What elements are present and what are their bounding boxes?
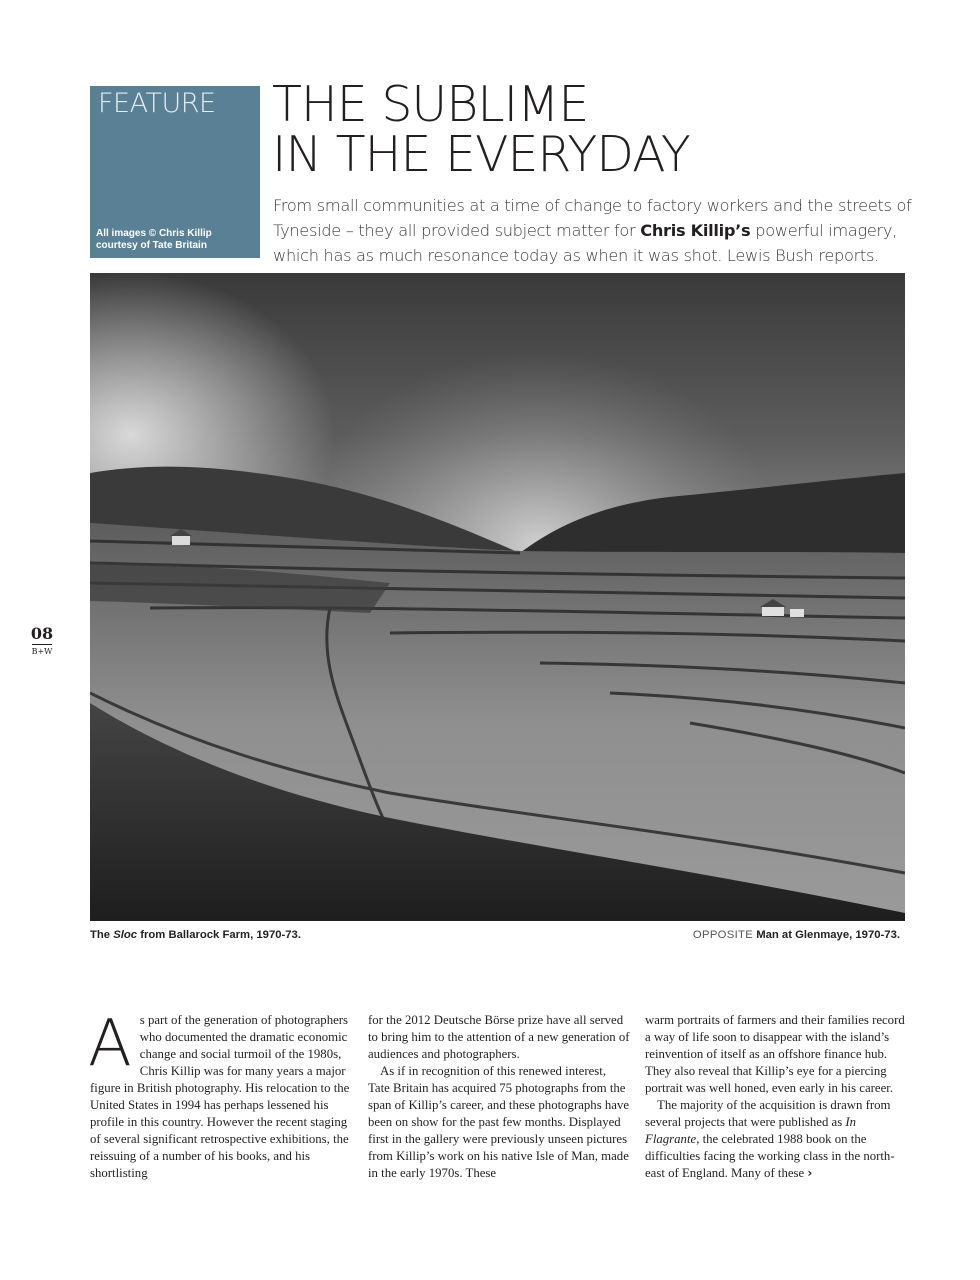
headline <box>272 76 690 183</box>
body-paragraph: for the 2012 Deutsche Börse prize have all served to bring him to the attention of a new generation of audiences and photographers. <box>368 1013 630 1061</box>
magazine-name: B+W <box>31 647 53 656</box>
opposite-label: OPPOSITE <box>692 929 754 941</box>
body-column-1 <box>88 1007 352 1182</box>
headline-line-1: THE SUBLIME <box>272 76 589 133</box>
body-paragraph <box>645 1097 907 1182</box>
headline-line-2: IN THE EVERYDAY <box>272 126 690 183</box>
feature-box <box>90 86 260 258</box>
caption-prefix: The <box>90 929 114 941</box>
standfirst-outro: powerful imagery, which has as much resonance today as when it was shot. Lewis Bush reports. <box>273 221 897 265</box>
paragraph-text: The majority of the acquisition is drawn from several projects that were published as <box>645 1098 891 1129</box>
opposite-title: Man at Glenmaye, 1970-73. <box>756 929 900 941</box>
book-title: In Flagrante <box>645 1115 857 1146</box>
photo-caption <box>90 929 301 941</box>
page-folio <box>22 624 62 656</box>
caption-italic-title: Sloc <box>113 929 138 941</box>
image-credit-line-2: courtesy of Tate Britain <box>96 240 207 251</box>
body-column-2 <box>368 1012 630 1182</box>
body-paragraph: As if in recognition of this renewed interest, Tate Britain has acquired 75 photographs from the span of Killip’s career, and these photographs have been on show for the past few months. Displayed first in the gallery were previously unseen pictures from Killip’s work on his native Isle of Man, made in the early 1970s. These <box>368 1064 630 1180</box>
body-column-3 <box>645 1012 907 1182</box>
standfirst-intro: From small communities at a time of change to factory workers and the streets of Tyneside – they all provided subject matter for <box>273 196 912 240</box>
image-credit <box>96 228 212 252</box>
caption-suffix: from Ballarock Farm, 1970-73. <box>137 929 301 941</box>
landscape-photo <box>90 273 905 921</box>
opposite-caption <box>693 929 900 941</box>
folio-rule <box>32 644 52 645</box>
standfirst <box>273 193 913 268</box>
continue-arrow-icon: › <box>807 1166 813 1180</box>
image-credit-line-1: All images © Chris Killip <box>96 228 212 239</box>
body-paragraph: warm portraits of farmers and their families record a way of life soon to disappear with the island’s reinvention of itself as an offshore finance hub. They also reveal that Killip’s eye for a piercing portrait was well honed, even early in his career. <box>645 1013 905 1095</box>
page-number: 08 <box>30 624 54 643</box>
section-label: FEATURE <box>98 88 216 119</box>
paragraph-text: , the celebrated 1988 book on the difficulties facing the working class in the north-east of England. Many of these <box>645 1132 895 1180</box>
photographer-name: Chris Killip’s <box>640 221 751 240</box>
drop-cap: A <box>88 1007 132 1081</box>
body-paragraph: s part of the generation of photographers who documented the dramatic economic change and social turmoil of the 1980s, Chris Killip was for many years a major figure in British photography. His relocation to the United States in 1994 has perhaps lessened his profile in this country. However the recent staging of several significant retrospective exhibitions, the reissuing of a number of his books, and his shortlisting <box>90 1013 350 1180</box>
